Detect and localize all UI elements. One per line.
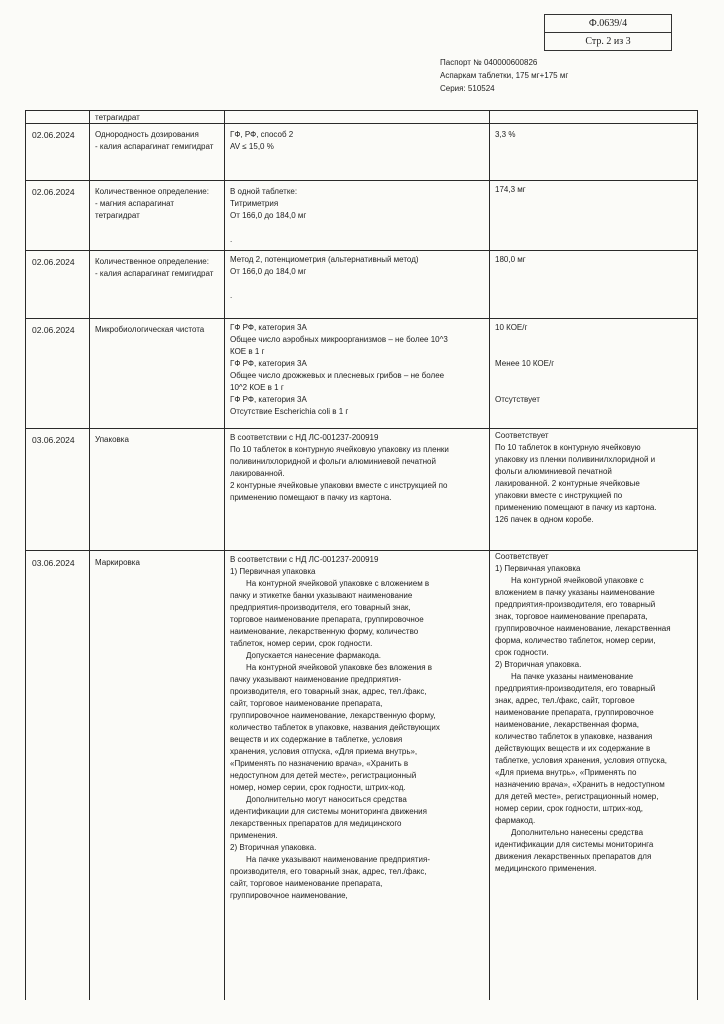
cell-line: От 166,0 до 184,0 мг (230, 267, 307, 276)
cell-line: 174,3 мг (495, 185, 526, 194)
spec-cell (230, 322, 450, 418)
cell-line: Дополнительно нанесены средства идентификации для системы мониторинга движения лекарственных препаратов для медицинского применения. (495, 828, 654, 873)
cell-line: Дополнительно могут наноситься средства идентификации для системы мониторинга движения лекарственных препаратов для медицинского применения. (230, 795, 427, 840)
cell-line: Допускается нанесение фармакода. (246, 651, 382, 660)
cell-line: . (230, 291, 233, 300)
test-cell (95, 557, 221, 569)
cell-line: По 10 таблеток в контурную ячейковую упаковку из пленки поливинилхлоридной и фольги алюминиевой печатной лакированной. 2 контурные ячейковые упаковки вместе с инструкцией по применению помещают в пачку из картона. 126 пачек в одном коробе. (495, 443, 657, 524)
date-cell: 02.06.2024 (32, 325, 75, 335)
spec-cell (230, 186, 485, 246)
cell-line: Отсутствие Escherichia coli в 1 г (230, 407, 349, 416)
test-cell (95, 324, 221, 336)
date-cell: 02.06.2024 (32, 257, 75, 267)
result-cell (495, 129, 693, 141)
cell-line: ГФ РФ, категория 3А (230, 359, 307, 368)
cell-line: На контурной ячейковой упаковке с вложением в пачку указаны наименование предприятия-производителя, его товарный знак, торговое наименование препарата, группировочное наименование, лекарственная форма, количество таблеток, номер серии, срок годности. (495, 576, 671, 657)
cell-line (230, 222, 485, 234)
cell-line: - магния аспарагинат тетрагидрат (95, 199, 175, 220)
cell-line (495, 370, 693, 382)
cell-line: 2) Вторичная упаковка. (495, 660, 582, 669)
cell-line: Менее 10 КОЕ/г (495, 359, 555, 368)
cell-line: AV ≤ 15,0 % (230, 142, 274, 151)
date-cell: 02.06.2024 (32, 187, 75, 197)
spec-cell (230, 432, 450, 504)
cell-line: ГФ РФ, категория 3А (230, 395, 307, 404)
table-row (95, 112, 221, 124)
result-cell (495, 322, 693, 406)
cell-line: На пачке указывают наименование предприятия-производителя, его товарный знак, адрес, тел./факс, сайт, торговое наименование препарата, группировочное наименование, (230, 855, 431, 900)
cell-line (495, 346, 693, 358)
date-cell: 02.06.2024 (32, 130, 75, 140)
cell-line: 10 КОЕ/г (495, 323, 528, 332)
passport-number: Паспорт № 040000600826 (440, 58, 538, 67)
cell-line: В соответствии с НД ЛС-001237-200919 (230, 555, 379, 564)
cell-line: 1) Первичная упаковка (230, 567, 316, 576)
test-cell (95, 186, 221, 222)
date-cell: 03.06.2024 (32, 435, 75, 445)
test-cell (95, 256, 221, 280)
spec-cell (230, 254, 430, 302)
spec-cell (230, 554, 440, 999)
form-code: Ф.0639/4 (588, 18, 628, 29)
cell-line: Отсутствует (495, 395, 540, 404)
cell-line: Количественное определение: (95, 257, 209, 266)
cell-line: Упаковка (95, 435, 129, 444)
cell-line: Однородность дозирования (95, 130, 199, 139)
cell-line: Титриметрия (230, 199, 279, 208)
cell-line: 3,3 % (495, 130, 516, 139)
result-cell (495, 184, 693, 196)
cell-line: 180,0 мг (495, 255, 526, 264)
test-cell (95, 434, 221, 446)
spec-cell (230, 129, 485, 153)
cell-line: Микробиологическая чистота (95, 325, 205, 334)
cell-line (495, 382, 693, 394)
result-cell (495, 254, 693, 266)
result-cell (495, 551, 673, 999)
cell-line: В одной таблетке: (230, 187, 298, 196)
cell-line: В соответствии с НД ЛС-001237-200919 (230, 433, 379, 442)
cell-line: Соответствует (495, 552, 549, 561)
cell-line: Общее число аэробных микроорганизмов – не более 10^3 КОЕ в 1 г (230, 335, 448, 356)
cell-line: Соответствует (495, 431, 549, 440)
cell-line: Количественное определение: (95, 187, 209, 196)
cell-line: . (230, 235, 233, 244)
cell-line (230, 278, 430, 290)
test-cell (95, 129, 221, 153)
page-number: Стр. 2 из 3 (545, 32, 671, 50)
cell-line: От 166,0 до 184,0 мг (230, 211, 307, 220)
cell-line: 2 контурные ячейковые упаковки вместе с инструкцией по применению помещают в пачку из картона. (230, 481, 448, 502)
cell-line: ГФ, РФ, способ 2 (230, 130, 294, 139)
cell-line: Маркировка (95, 558, 140, 567)
test-name: тетрагидрат (95, 113, 140, 122)
cell-line: - калия аспарагинат гемигидрат (95, 269, 214, 278)
cell-line: Метод 2, потенциометрия (альтернативный метод) (230, 255, 419, 264)
cell-line: На контурной ячейковой упаковке без вложения в пачку указывают наименование предприятия-производителя, его товарный знак, адрес, тел./факс, сайт, торговое наименование препарата, группировочное наименование, лекарственную форму, количество таблеток в упаковке, названия действующих веществ и их содержание в таблетке, условия хранения, условия отпуска, «Для приема внутрь», «Применять по назначению врача», «Хранить в недоступном для детей месте», регистрационный номер, номер серии, срок годности, штрих-код. (230, 663, 440, 792)
cell-line: На пачке указаны наименование предприятия-производителя, его товарный знак, адрес, тел./факс, сайт, торговое наименование препарата, группировочное наименование, лекарственная форма, количество таблеток в упаковке, названия действующих веществ и их содержание в таблетке, условия хранения, условия отпуска, «Для приема внутрь», «Применять по назначению врача», «Хранить в недоступном для детей месте», регистрационный номер, номер серии, срок годности, штрих-код, фармакод. (495, 672, 667, 825)
cell-line: На контурной ячейковой упаковке с вложением в пачку и этикетке банки указывают наименование предприятия-производителя, его товарный знак, торговое наименование препарата, группировочное наименование, лекарственную форму, количество таблеток, номер серии, срок годности. (230, 579, 430, 648)
series-number: Серия: 510524 (440, 84, 495, 93)
result-cell (495, 430, 665, 526)
cell-line: 1) Первичная упаковка (495, 564, 581, 573)
product-name: Аспаркам таблетки, 175 мг+175 мг (440, 71, 569, 80)
cell-line (495, 334, 693, 346)
cell-line: ГФ РФ, категория 3А (230, 323, 307, 332)
cell-line: - калия аспарагинат гемигидрат (95, 142, 214, 151)
cell-line: По 10 таблеток в контурную ячейковую упаковку из пленки поливинилхлоридной и фольги алюминиевой печатной лакированной. (230, 445, 449, 478)
cell-line: Общее число дрожжевых и плесневых грибов – не более 10^2 КОЕ в 1 г (230, 371, 445, 392)
cell-line: 2) Вторичная упаковка. (230, 843, 317, 852)
date-cell: 03.06.2024 (32, 558, 75, 568)
